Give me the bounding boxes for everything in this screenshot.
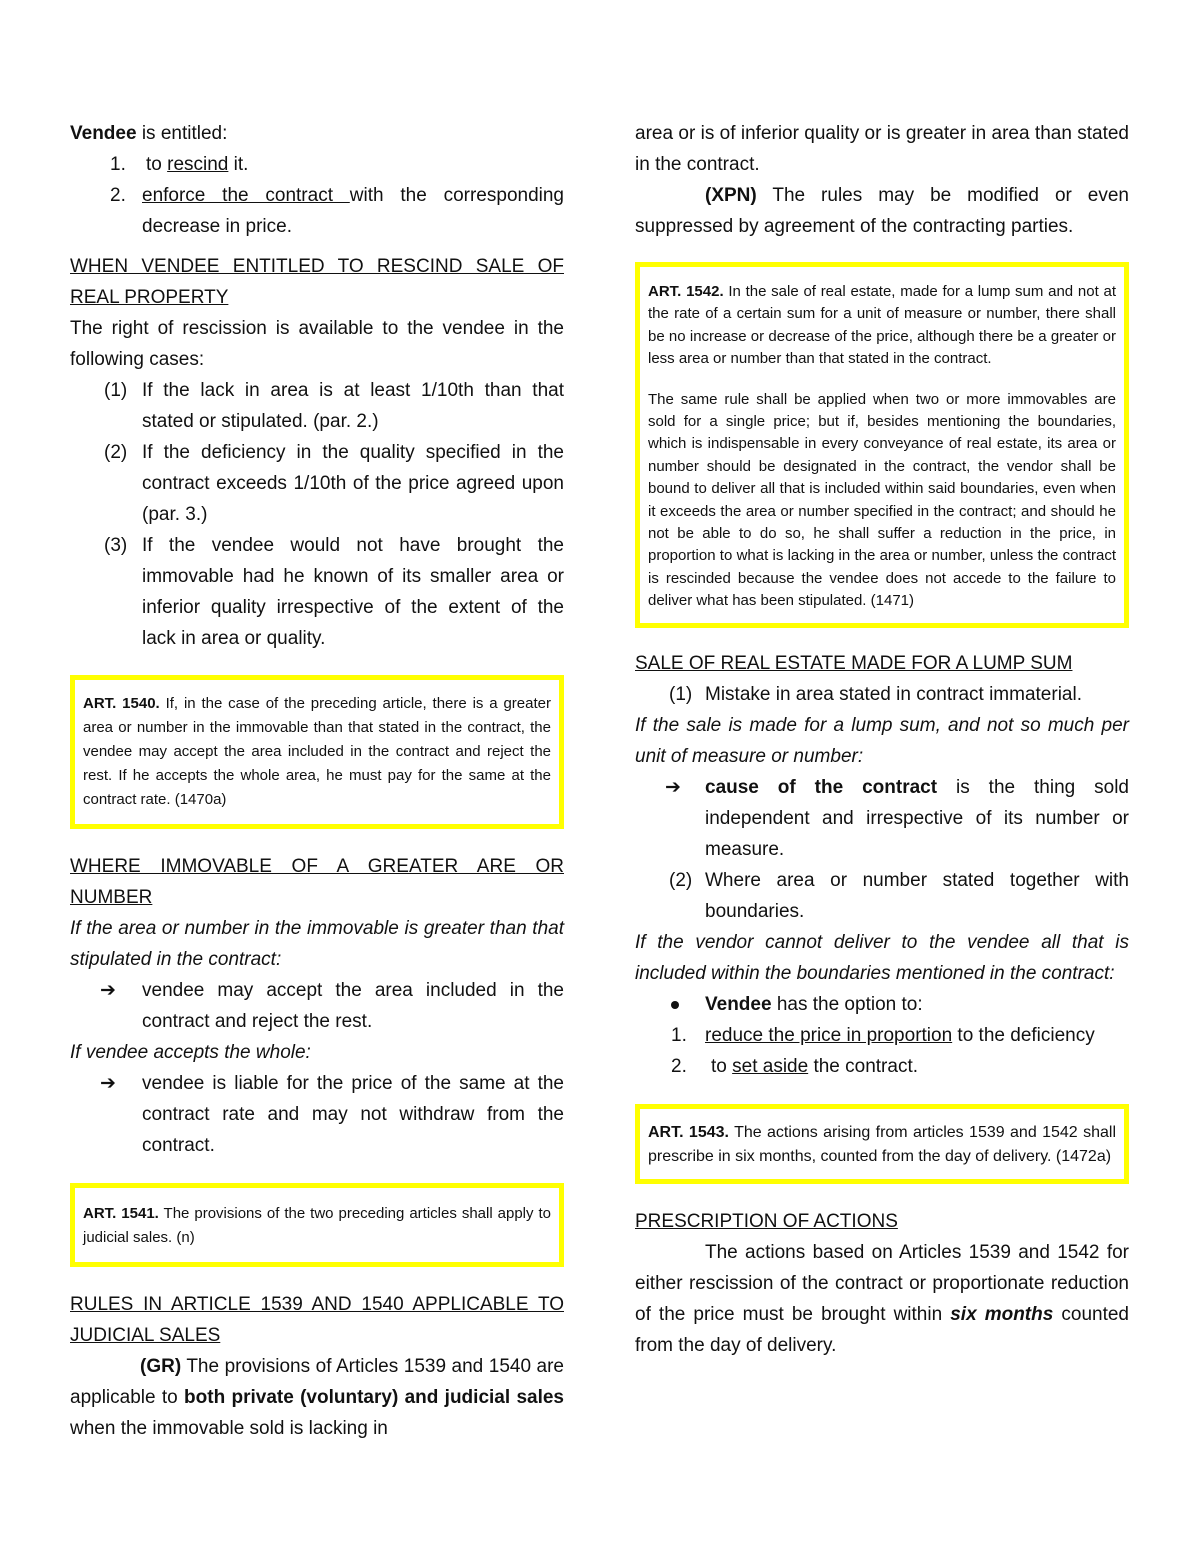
lump-sum-heading: SALE OF REAL ESTATE MADE FOR A LUMP SUM bbox=[635, 652, 1073, 674]
list-item: 1. to rescind it. bbox=[110, 154, 249, 175]
list-item: ➔ cause of the contract is the thing sold independent and irrespective of its number or measure. bbox=[635, 772, 1129, 865]
accepts-whole-condition: If vendee accepts the whole: bbox=[70, 1042, 311, 1063]
bullet-icon bbox=[671, 1001, 679, 1009]
arrow-icon: ➔ bbox=[665, 776, 681, 798]
rules-heading: RULES IN ARTICLE 1539 AND 1540 APPLICABLE TO JUDICIAL SALES bbox=[70, 1294, 564, 1346]
list-item: (1) If the lack in area is at least 1/10th than that stated or stipulated. (par. 2.) bbox=[104, 380, 564, 432]
greater-area-heading: WHERE IMMOVABLE OF A GREATER ARE OR NUMBER bbox=[70, 856, 564, 908]
exception-paragraph: (XPN) The rules may be modified or even suppressed by agreement of the contracting parties. bbox=[635, 185, 1129, 237]
continued-paragraph: area or is of inferior quality or is greater in area than stated in the contract. bbox=[635, 123, 1129, 175]
article-1540-box: ART. 1540. If, in the case of the preceding article, there is a greater area or number in the immovable than that stated in the contract, the vendee may accept the area included in the contract and reject the rest. If he accepts the whole area, he must pay for the same at the contract rate. (1470a) bbox=[70, 675, 564, 829]
list-item: ➔ vendee may accept the area included in the contract and reject the rest. bbox=[70, 975, 564, 1037]
list-item: ➔ vendee is liable for the price of the same at the contract rate and may not withdraw from the contract. bbox=[70, 1068, 564, 1161]
article-1541-box: ART. 1541. The provisions of the two preceding articles shall apply to judicial sales. (n) bbox=[70, 1183, 564, 1267]
general-rule-paragraph: (GR) The provisions of Articles 1539 and 1540 are applicable to both private (voluntary) and judicial sales when the immovable sold is lacking in bbox=[70, 1356, 564, 1439]
right-column bbox=[635, 118, 1129, 1361]
list-item: 1. reduce the price in proportion to the deficiency bbox=[671, 1024, 1095, 1046]
article-1543-box: ART. 1543. The actions arising from articles 1539 and 1542 shall prescribe in six months, counted from the day of delivery. (1472a) bbox=[635, 1104, 1129, 1184]
lump-sum-condition: If the sale is made for a lump sum, and not so much per unit of measure or number: bbox=[635, 714, 1129, 767]
arrow-icon: ➔ bbox=[100, 980, 116, 1001]
list-item: Vendee has the option to: bbox=[635, 989, 1129, 1020]
list-item: 2. to set aside the contract. bbox=[671, 1055, 919, 1077]
article-1542-box: ART. 1542. In the sale of real estate, made for a lump sum and not at the rate of a certain sum for a unit of measure or number, there shall be no increase or decrease of the price, although there be a greater or less area or number than that stated in the contract. The same rule shall be applied when two or more immovables are sold for a single price; but if, besides mentioning the boundaries, which is indispensable in every conveyance of real estate, its area or number should be designated in the contract, the vendor shall be bound to deliver all that is included within said boundaries, even when it exceeds the area or number specified in the contract; and should he not be able to do so, he shall suffer a reduction in the price, in proportion to what is lacking in the area or number, unless the contract is rescinded because the vendee does not accede to the failure to deliver what has been stipulated. (1471) bbox=[635, 262, 1129, 628]
list-item: (2) If the deficiency in the quality specified in the contract exceeds 1/10th of the price agreed upon (par. 3.) bbox=[104, 442, 564, 525]
prescription-heading: PRESCRIPTION OF ACTIONS bbox=[635, 1210, 898, 1232]
list-item: (3) If the vendee would not have brought the immovable had he known of its smaller area or inferior quality irrespective of the extent of the lack in area or quality. bbox=[104, 535, 564, 649]
boundaries-condition: If the vendor cannot deliver to the vendee all that is included within the boundaries mentioned in the contract: bbox=[635, 931, 1129, 984]
list-item: (2) Where area or number stated together with boundaries. bbox=[669, 869, 1129, 922]
rescind-heading: WHEN VENDEE ENTITLED TO RESCIND SALE OF REAL PROPERTY bbox=[70, 256, 564, 308]
list-item: (1) Mistake in area stated in contract immaterial. bbox=[669, 683, 1082, 705]
list-item: 2. enforce the contract with the corresponding decrease in price. bbox=[110, 185, 564, 237]
arrow-icon: ➔ bbox=[100, 1073, 116, 1094]
vendee-intro: Vendee is entitled: bbox=[70, 123, 228, 144]
left-column bbox=[70, 118, 564, 1444]
rescind-intro: The right of rescission is available to the vendee in the following cases: bbox=[70, 318, 564, 370]
prescription-paragraph: The actions based on Articles 1539 and 1542 for either rescission of the contract or proportionate reduction of the price must be brought within six months counted from the day of delivery. bbox=[635, 1241, 1129, 1356]
greater-condition: If the area or number in the immovable is greater than that stipulated in the contract: bbox=[70, 918, 564, 970]
